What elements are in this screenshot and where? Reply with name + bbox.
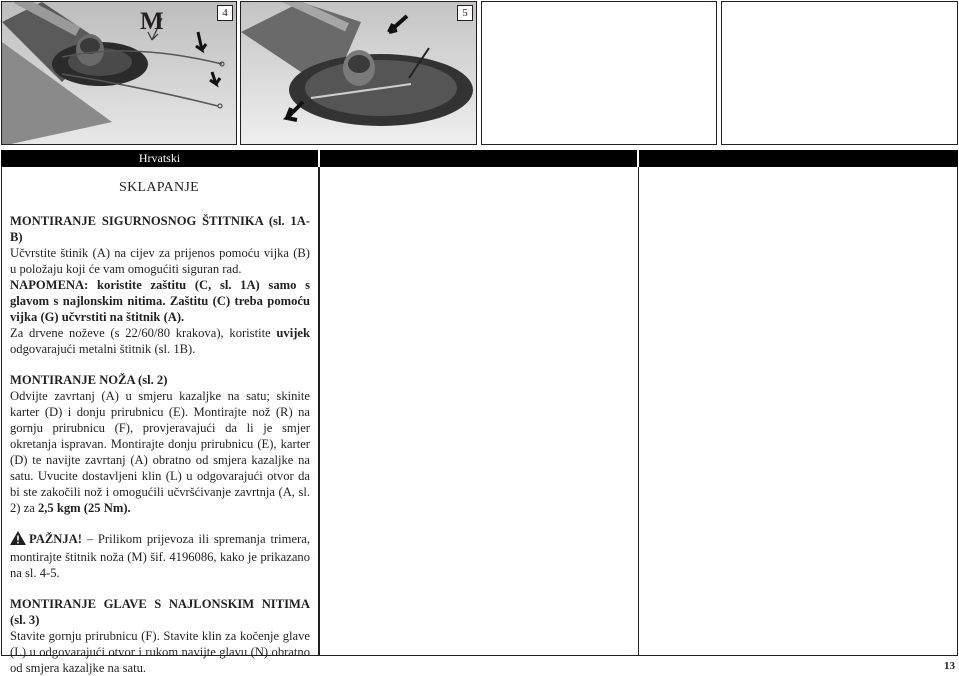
paragraph-warning: PAŽNJA! – Prilikom prijevoza ili spremanja trimera, montirajte štitnik noža (M) šif. 4196086, kako je prikazano na sl. 4-5.	[10, 532, 310, 580]
text-column-blank	[638, 167, 958, 656]
paragraph-note: NAPOMENA: koristite zaštitu (C, sl. 1A) samo s glavom s najlonskim nitima. Zaštitu (C) treba pomoću vijka (G) učvrstiti na štitnik (A).	[10, 278, 310, 324]
warning-label: PAŽNJA!	[29, 532, 82, 546]
language-header-blank	[639, 150, 958, 167]
instructions-body	[10, 213, 310, 676]
figure-frame-empty	[481, 1, 717, 145]
paragraph-blade-mounting: Odvijte zavrtanj (A) u smjeru kazaljke na satu; skinite karter (D) i donju prirubnicu (E). Montirajte nož (R) na gornju prirubnicu (F), provjeravajući da li je smjer okretanja ispravan. Montirajte donju prirubnicu (E), karter (D) te navijte zavrtanj (A) obratno od smjera kazaljke na satu. Uvucite dostavljeni klin (L) u odgovarajući otvor da bi ste zakočili nož i omogućili učvršćivanje zavrtnja (A, sl. 2) za 2,5 kgm (25 Nm).	[10, 389, 310, 515]
figure-frame-empty	[721, 1, 958, 145]
text-column-blank	[319, 167, 639, 656]
warning-triangle-icon	[10, 531, 26, 549]
paragraph-nylon-head-mounting: Stavite gornju prirubnicu (F). Stavite klin za kočenje glave (L) u odgovarajući otvor i rukom navijte glavu (N) obratno od smjera kazaljke na satu.	[10, 629, 310, 675]
figure-number-badge: 5	[457, 5, 473, 21]
photo-installed-guard-illustration	[241, 2, 477, 145]
figure-blade-guard-installed	[240, 1, 477, 145]
figure-number-badge: 4	[217, 5, 233, 21]
paragraph-guard-fixing: Učvrstite štinik (A) na cijev za prijenos pomoću vijka (B) u položaju koji će vam omogućiti siguran rad.	[10, 246, 310, 276]
paragraph-metal-guard: Za drvene noževe (s 22/60/80 krakova), koristite uvijek odgovarajući metalni štitnik (sl. 1B).	[10, 326, 310, 356]
page-number: 13	[944, 660, 955, 672]
section-title: SKLAPANJE	[119, 180, 199, 195]
language-header: Hrvatski	[1, 150, 318, 167]
heading-blade-mounting: MONTIRANJE NOŽA (sl. 2)	[10, 373, 168, 387]
figure-blade-guard-m	[1, 1, 237, 145]
heading-guard-mounting: MONTIRANJE SIGURNOSNOG ŠTITNIKA (sl. 1A-B)	[10, 214, 310, 244]
heading-nylon-head-mounting: MONTIRANJE GLAVE S NAJLONSKIM NITIMA (sl. 3)	[10, 597, 310, 627]
photo-guard-illustration	[2, 2, 237, 145]
language-header-blank	[320, 150, 637, 167]
figure-label-m: M	[140, 8, 164, 35]
